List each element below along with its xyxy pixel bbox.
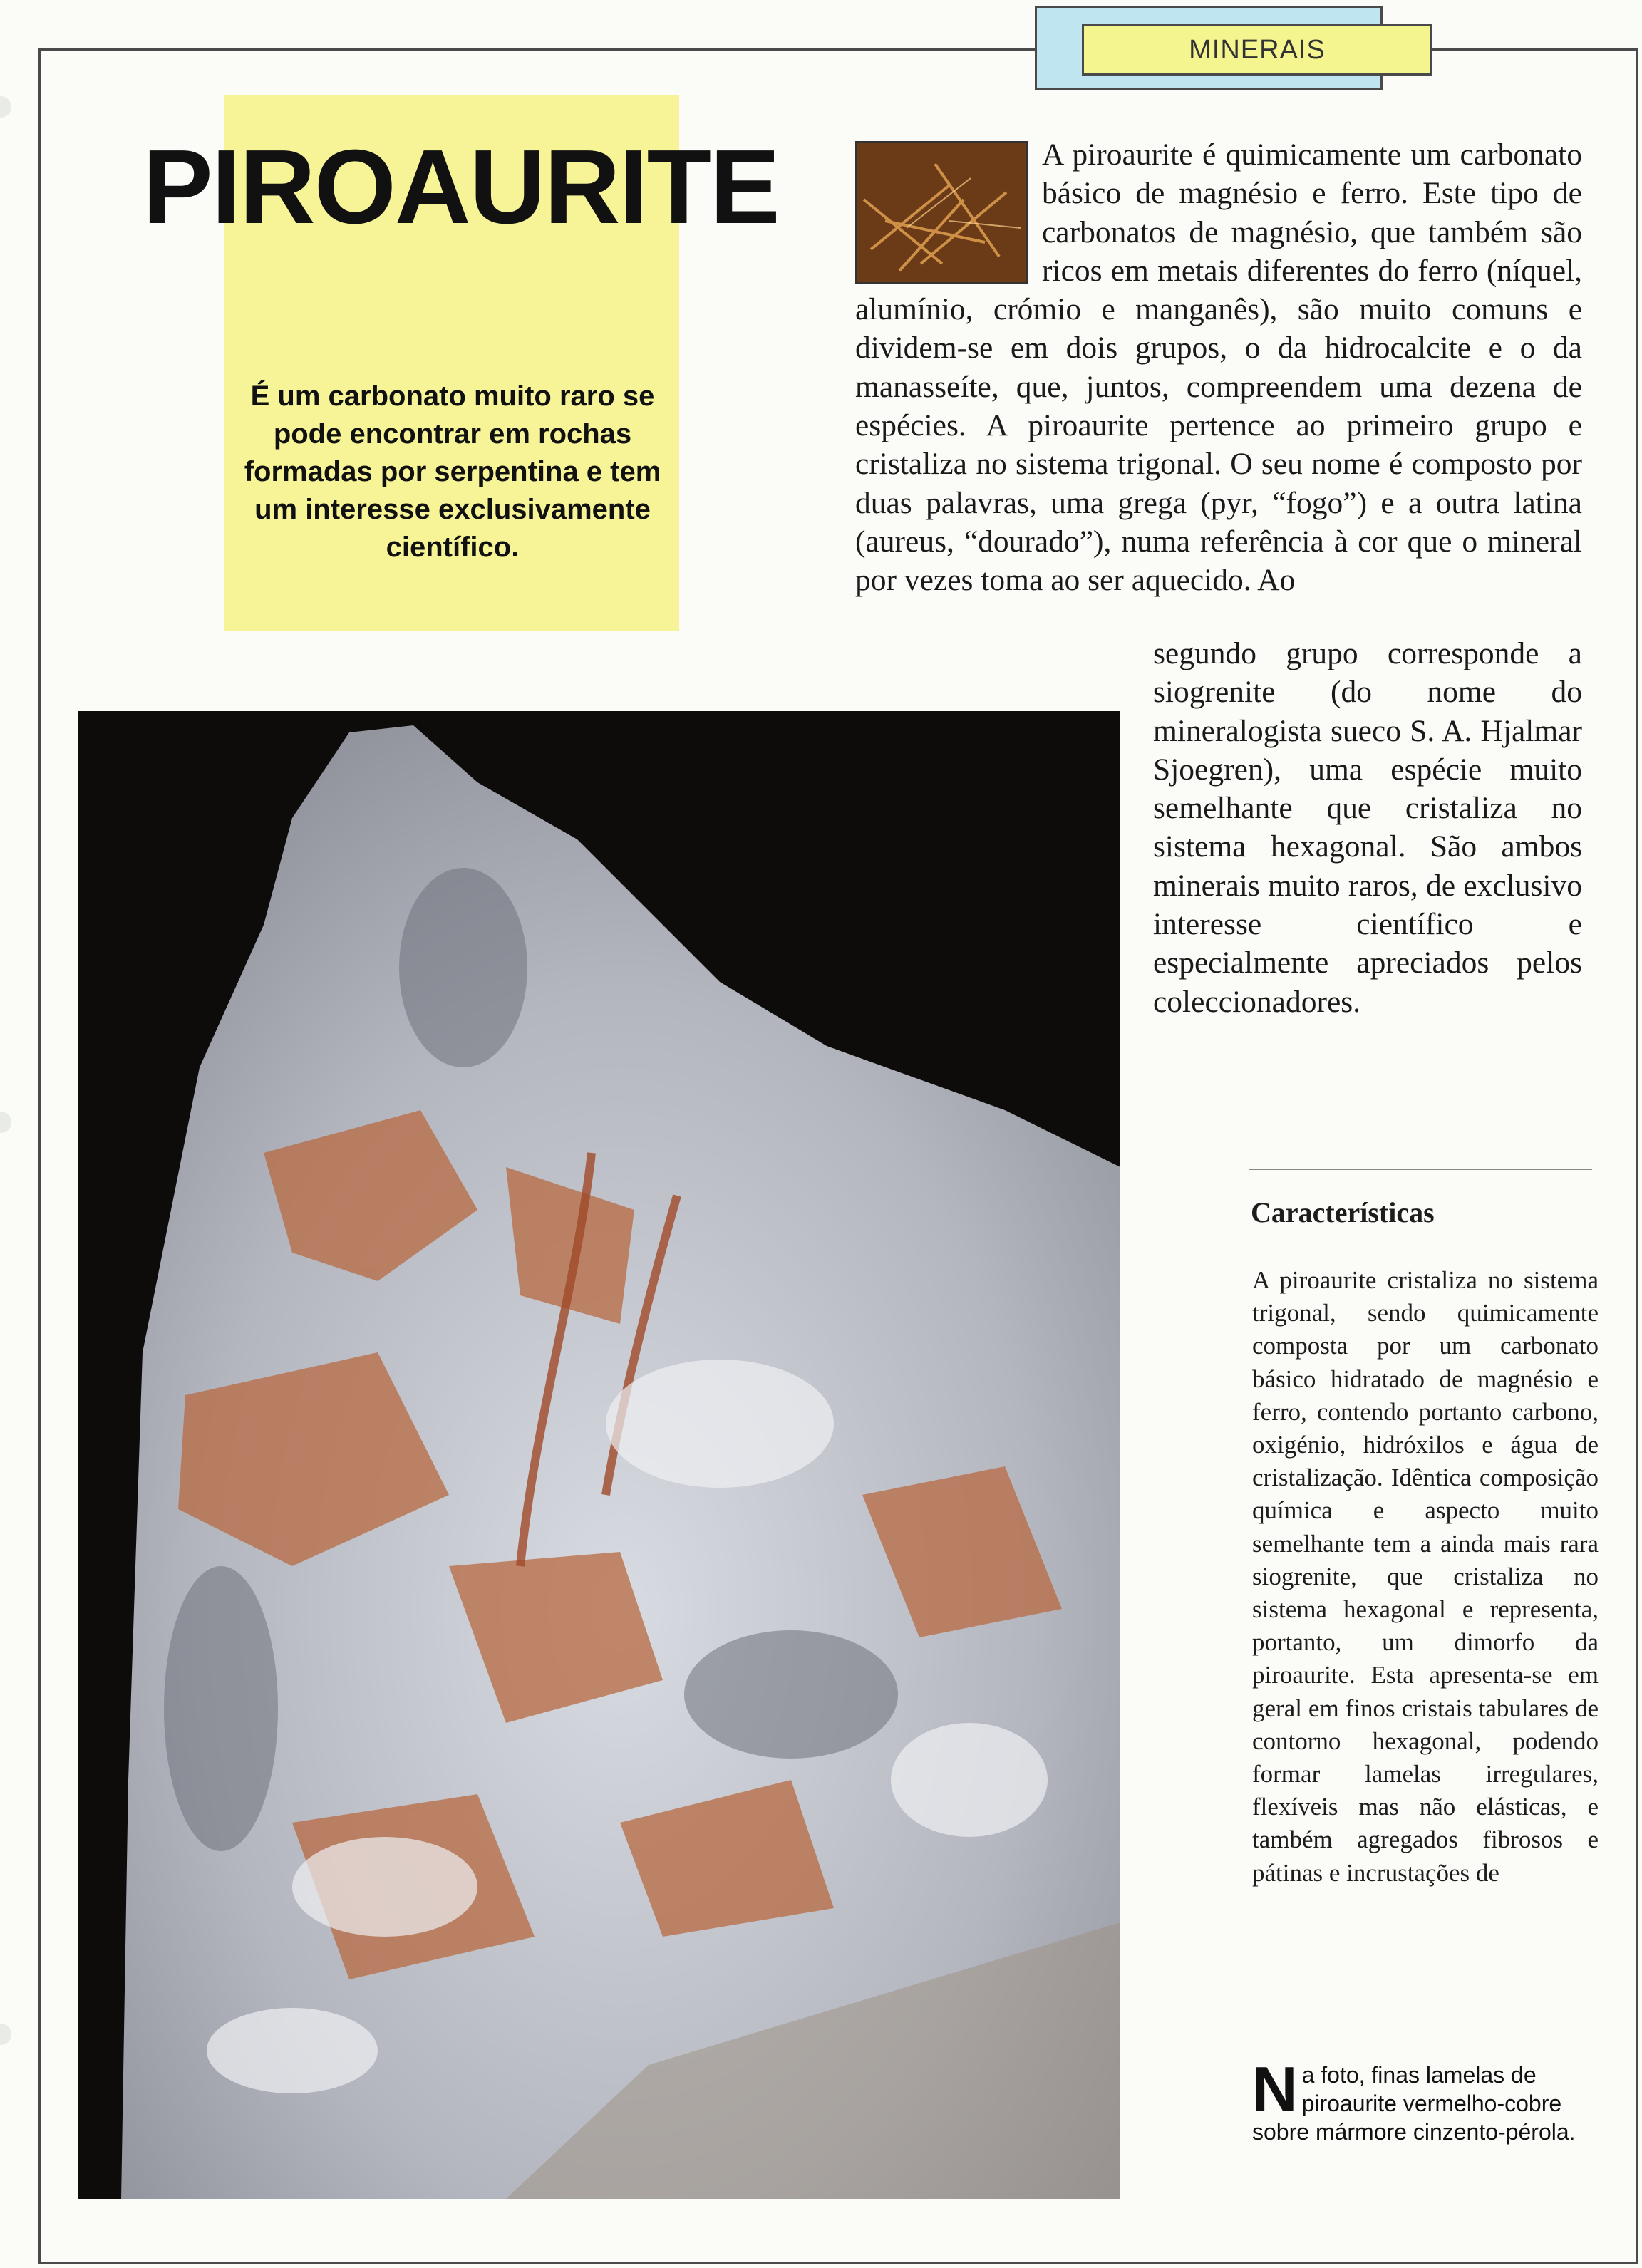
binder-hole bbox=[0, 1112, 11, 1133]
mineral-thumbnail-art bbox=[857, 143, 1028, 284]
binder-hole bbox=[0, 96, 11, 118]
characteristics-heading: Características bbox=[1251, 1196, 1435, 1228]
mineral-photo bbox=[78, 711, 1120, 2199]
lead-text: É um carbonato muito raro se pode encontrar em rochas formadas por serpentina e tem um interesse exclusivamente científico. bbox=[244, 380, 661, 563]
binder-hole bbox=[0, 2024, 11, 2045]
mineral-thumbnail-image bbox=[855, 141, 1028, 284]
caption-drop-cap: N bbox=[1252, 2054, 1298, 2124]
page-title: PIROAURITE bbox=[143, 128, 779, 246]
caption-text: a foto, finas lamelas de piroaurite vermelho-cobre sobre mármore cinzento-pérola. bbox=[1252, 2062, 1576, 2145]
mineral-photo-art bbox=[78, 711, 1120, 2199]
section-tab: MINERAIS bbox=[1082, 24, 1432, 76]
intro-continued-paragraph: segundo grupo corresponde a siogrenite (do nome do mineralogista sueco S. A. Hjalmar Sjoegren), uma espécie muito semelhante que cristaliza no sistema hexagonal. São ambos minerais muito raros, de exclusivo interesse científico e especialmente apreciados pelos coleccionadores. bbox=[1153, 636, 1582, 1019]
characteristics-divider bbox=[1249, 1169, 1592, 1170]
characteristics-text: A piroaurite cristaliza no sistema trigonal, sendo quimicamente composta por um carbonato básico hidratado de magnésio e ferro, contendo portanto carbono, oxigénio, hidróxilos e água de cristalização. Idêntica composição química e aspecto muito semelhante tem a ainda mais rara siogrenite, que cristaliza no sistema hexagonal e representa, portanto, um dimorfo da piroaurite. Esta apresenta-se em geral em finos cristais tabulares de contorno hexagonal, podendo formar lamelas irregulares, flexíveis mas não elásticas, e também agregados fibrosos e pátinas e incrustações de bbox=[1252, 1266, 1599, 1887]
photo-caption bbox=[1252, 2054, 1580, 2146]
intro-text: A piroaurite é quimicamente um carbonato básico de magnésio e ferro. Este tipo de carbonatos de magnésio, que também são ricos em metais diferentes do ferro (níquel, alumínio, crómio e manganês), são muito comuns e dividem-se em dois grupos, o da hidrocalcite e o da manasseíte, que, juntos, compreendem uma dezena de espécies. A piroaurite pertence ao primeiro grupo e cristaliza no sistema trigonal. O seu nome é composto por duas palavras, uma grega (pyr, “fogo”) e a outra latina (aureus, “dourado”), numa referência à cor que o mineral por vezes toma ao ser aquecido. Ao bbox=[855, 138, 1582, 598]
